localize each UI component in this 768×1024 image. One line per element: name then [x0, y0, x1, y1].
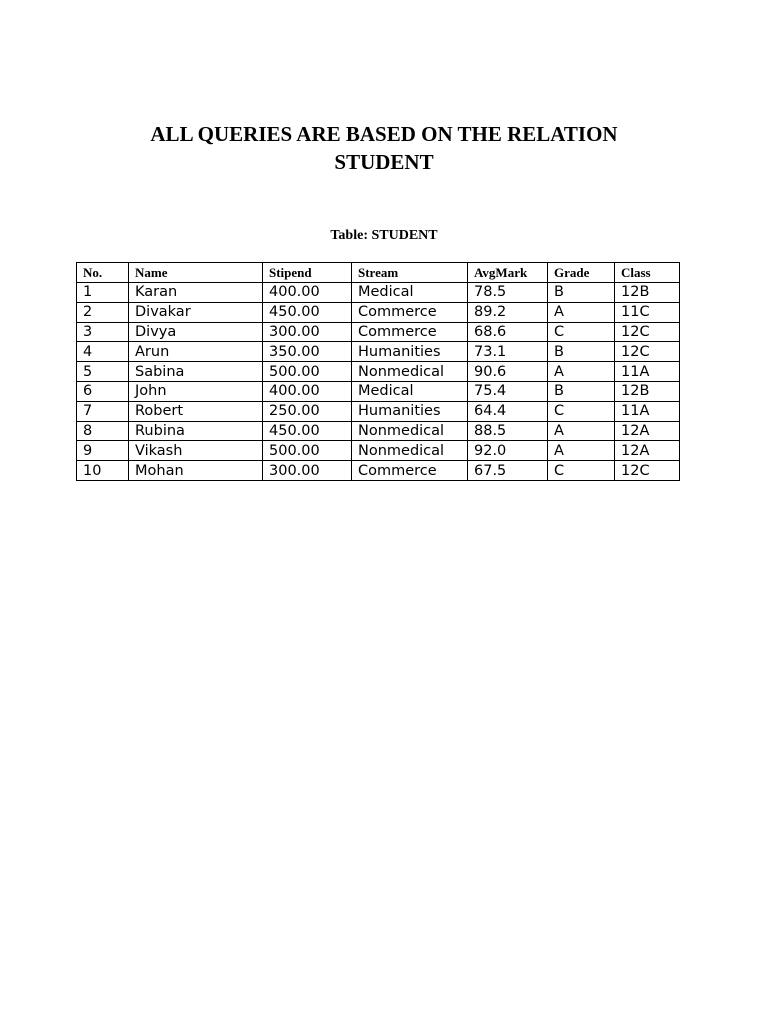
cell-stipend: 500.00 — [263, 362, 352, 382]
cell-avgmark: 92.0 — [468, 441, 548, 461]
cell-avgmark: 67.5 — [468, 461, 548, 481]
cell-no: 8 — [77, 421, 129, 441]
cell-no: 2 — [77, 302, 129, 322]
cell-no: 6 — [77, 381, 129, 401]
cell-name: John — [129, 381, 263, 401]
student-table — [76, 262, 680, 481]
cell-grade: A — [548, 362, 615, 382]
cell-stipend: 450.00 — [263, 302, 352, 322]
cell-stream: Humanities — [352, 342, 468, 362]
cell-avgmark: 90.6 — [468, 362, 548, 382]
cell-no: 10 — [77, 461, 129, 481]
table-row — [77, 283, 680, 303]
cell-class: 12C — [615, 342, 680, 362]
cell-stipend: 300.00 — [263, 322, 352, 342]
page-heading — [84, 120, 684, 176]
cell-stipend: 350.00 — [263, 342, 352, 362]
cell-grade: B — [548, 342, 615, 362]
table-row — [77, 421, 680, 441]
table-caption: Table: STUDENT — [330, 228, 438, 243]
cell-avgmark: 88.5 — [468, 421, 548, 441]
column-header-no: No. — [77, 263, 129, 283]
table-row — [77, 362, 680, 382]
cell-no: 7 — [77, 401, 129, 421]
page-heading-line-2: STUDENT — [334, 150, 434, 174]
cell-no: 9 — [77, 441, 129, 461]
cell-grade: A — [548, 441, 615, 461]
column-header-stipend: Stipend — [263, 263, 352, 283]
table-row — [77, 342, 680, 362]
cell-grade: C — [548, 461, 615, 481]
cell-avgmark: 73.1 — [468, 342, 548, 362]
cell-stream: Medical — [352, 381, 468, 401]
cell-stipend: 400.00 — [263, 283, 352, 303]
cell-class: 12A — [615, 421, 680, 441]
cell-class: 12B — [615, 381, 680, 401]
column-header-grade: Grade — [548, 263, 615, 283]
cell-grade: C — [548, 401, 615, 421]
cell-no: 3 — [77, 322, 129, 342]
cell-avgmark: 68.6 — [468, 322, 548, 342]
page-heading-line-1: ALL QUERIES ARE BASED ON THE RELATION — [150, 122, 618, 146]
cell-no: 5 — [77, 362, 129, 382]
cell-no: 4 — [77, 342, 129, 362]
cell-stipend: 250.00 — [263, 401, 352, 421]
cell-stream: Commerce — [352, 461, 468, 481]
cell-class: 12C — [615, 461, 680, 481]
cell-class: 12B — [615, 283, 680, 303]
table-row — [77, 441, 680, 461]
cell-stream: Nonmedical — [352, 421, 468, 441]
cell-name: Sabina — [129, 362, 263, 382]
cell-stream: Nonmedical — [352, 362, 468, 382]
cell-stipend: 500.00 — [263, 441, 352, 461]
cell-stream: Nonmedical — [352, 441, 468, 461]
student-table-body — [77, 283, 680, 481]
cell-grade: C — [548, 322, 615, 342]
cell-class: 11C — [615, 302, 680, 322]
table-row — [77, 322, 680, 342]
cell-avgmark: 89.2 — [468, 302, 548, 322]
table-row — [77, 461, 680, 481]
cell-class: 11A — [615, 401, 680, 421]
cell-name: Rubina — [129, 421, 263, 441]
column-header-avgmark: AvgMark — [468, 263, 548, 283]
cell-name: Mohan — [129, 461, 263, 481]
cell-stream: Medical — [352, 283, 468, 303]
cell-stream: Humanities — [352, 401, 468, 421]
cell-class: 12A — [615, 441, 680, 461]
cell-grade: B — [548, 283, 615, 303]
cell-grade: A — [548, 421, 615, 441]
cell-stream: Commerce — [352, 322, 468, 342]
cell-avgmark: 64.4 — [468, 401, 548, 421]
cell-no: 1 — [77, 283, 129, 303]
cell-avgmark: 78.5 — [468, 283, 548, 303]
table-row — [77, 381, 680, 401]
cell-name: Robert — [129, 401, 263, 421]
table-row — [77, 401, 680, 421]
cell-stipend: 450.00 — [263, 421, 352, 441]
column-header-name: Name — [129, 263, 263, 283]
column-header-stream: Stream — [352, 263, 468, 283]
cell-stipend: 300.00 — [263, 461, 352, 481]
cell-stream: Commerce — [352, 302, 468, 322]
column-header-class: Class — [615, 263, 680, 283]
cell-avgmark: 75.4 — [468, 381, 548, 401]
table-row — [77, 302, 680, 322]
cell-name: Vikash — [129, 441, 263, 461]
cell-name: Arun — [129, 342, 263, 362]
cell-class: 12C — [615, 322, 680, 342]
cell-name: Divya — [129, 322, 263, 342]
cell-grade: B — [548, 381, 615, 401]
cell-stipend: 400.00 — [263, 381, 352, 401]
table-header-row — [77, 263, 680, 283]
cell-name: Karan — [129, 283, 263, 303]
cell-class: 11A — [615, 362, 680, 382]
cell-name: Divakar — [129, 302, 263, 322]
cell-grade: A — [548, 302, 615, 322]
